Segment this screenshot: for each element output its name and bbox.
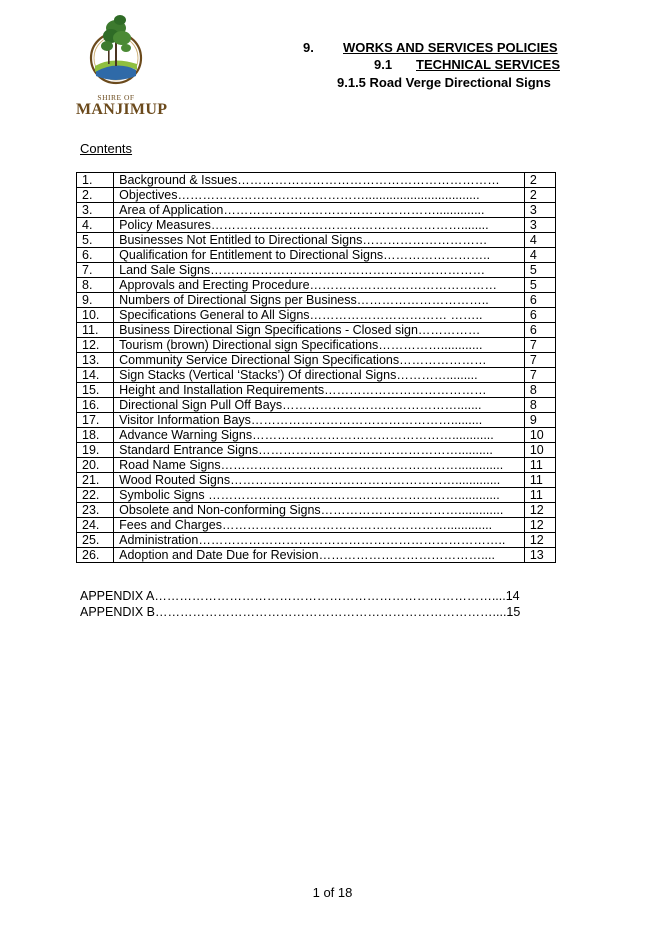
toc-number: 11.: [77, 323, 114, 338]
toc-row: [77, 353, 556, 368]
toc-number: 24.: [77, 518, 114, 533]
toc-page: 3: [524, 203, 555, 218]
toc-title: Obsolete and Non-conforming Signs…………………………….............: [114, 503, 525, 518]
toc-title: Sign Stacks (Vertical ‘Stacks’) Of directional Signs………….........: [114, 368, 525, 383]
shire-logo: [76, 14, 168, 118]
toc-page: 8: [524, 383, 555, 398]
toc-page: 6: [524, 323, 555, 338]
toc-number: 26.: [77, 548, 114, 563]
page-number: 1 of 18: [312, 885, 353, 900]
toc-row: [77, 518, 556, 533]
toc-row: [77, 308, 556, 323]
contents-heading: Contents: [80, 141, 133, 156]
toc-page: 2: [524, 188, 555, 203]
toc-number: 9.: [77, 293, 114, 308]
toc-row: [77, 278, 556, 293]
toc-row: [77, 368, 556, 383]
toc-title: Specifications General to All Signs…………………………… ……..: [114, 308, 525, 323]
toc-row: [77, 263, 556, 278]
toc-title: Community Service Directional Sign Specifications…………………: [114, 353, 525, 368]
toc-title: Advance Warning Signs…………………………………………............: [114, 428, 525, 443]
section-title: WORKS AND SERVICES POLICIES: [343, 40, 558, 55]
toc-row: [77, 428, 556, 443]
toc-title: Approvals and Erecting Procedure………………………………………: [114, 278, 525, 293]
toc-title: Symbolic Signs ……………………………………………………............: [114, 488, 525, 503]
toc-row: [77, 338, 556, 353]
toc-row: [77, 413, 556, 428]
toc-page: 7: [524, 368, 555, 383]
toc-page: 8: [524, 398, 555, 413]
toc-number: 20.: [77, 458, 114, 473]
toc-row: [77, 533, 556, 548]
shire-emblem-icon: [82, 14, 150, 92]
toc-number: 10.: [77, 308, 114, 323]
toc-title: Land Sale Signs…………………………………………………………: [114, 263, 525, 278]
toc-row: [77, 398, 556, 413]
toc-number: 22.: [77, 488, 114, 503]
toc-number: 6.: [77, 248, 114, 263]
toc-page: 10: [524, 428, 555, 443]
toc-row: [77, 383, 556, 398]
toc-title: Wood Routed Signs……………………………………………….............: [114, 473, 525, 488]
toc-title: Business Directional Sign Specifications - Closed sign……………: [114, 323, 525, 338]
toc-title: Road Name Signs………………………………………………….............: [114, 458, 525, 473]
toc-page: 11: [524, 473, 555, 488]
logo-line-2: MANJIMUP: [76, 101, 168, 118]
toc-title: Standard Entrance Signs…………………………………………..........: [114, 443, 525, 458]
toc-number: 7.: [77, 263, 114, 278]
toc-number: 12.: [77, 338, 114, 353]
toc-number: 21.: [77, 473, 114, 488]
toc-number: 19.: [77, 443, 114, 458]
toc-number: 25.: [77, 533, 114, 548]
toc-number: 17.: [77, 413, 114, 428]
toc-row: [77, 233, 556, 248]
toc-row: [77, 188, 556, 203]
toc-title: Policy Measures……………………………………………………........: [114, 218, 525, 233]
appendix-b-entry: APPENDIX B………………………………………………………………………....15: [80, 605, 521, 619]
toc-row: [77, 218, 556, 233]
toc-page: 4: [524, 233, 555, 248]
contents-table: [76, 172, 556, 563]
toc-number: 4.: [77, 218, 114, 233]
toc-number: 23.: [77, 503, 114, 518]
toc-page: 5: [524, 278, 555, 293]
toc-page: 7: [524, 338, 555, 353]
toc-page: 12: [524, 503, 555, 518]
toc-number: 2.: [77, 188, 114, 203]
policy-title: 9.1.5 Road Verge Directional Signs: [337, 75, 551, 90]
section-number: 9.: [303, 40, 314, 55]
toc-title: Background & Issues………………………………………………………: [114, 173, 525, 188]
toc-title: Numbers of Directional Signs per Business…………………………..: [114, 293, 525, 308]
toc-number: 8.: [77, 278, 114, 293]
toc-number: 3.: [77, 203, 114, 218]
toc-title: Businesses Not Entitled to Directional Signs…………………………: [114, 233, 525, 248]
toc-number: 1.: [77, 173, 114, 188]
toc-number: 15.: [77, 383, 114, 398]
toc-row: [77, 248, 556, 263]
toc-page: 6: [524, 308, 555, 323]
toc-number: 13.: [77, 353, 114, 368]
toc-number: 18.: [77, 428, 114, 443]
toc-row: [77, 323, 556, 338]
toc-row: [77, 473, 556, 488]
toc-row: [77, 443, 556, 458]
toc-row: [77, 503, 556, 518]
toc-title: Adoption and Date Due for Revision…………………………………....: [114, 548, 525, 563]
toc-title: Area of Application……………………………………………..............: [114, 203, 525, 218]
toc-title: Qualification for Entitlement to Directional Signs……………………..: [114, 248, 525, 263]
toc-title: Visitor Information Bays………………………………………….........: [114, 413, 525, 428]
toc-number: 16.: [77, 398, 114, 413]
toc-title: Administration………………………………………………………………..: [114, 533, 525, 548]
toc-page: 10: [524, 443, 555, 458]
toc-row: [77, 548, 556, 563]
toc-number: 5.: [77, 233, 114, 248]
toc-row: [77, 293, 556, 308]
toc-page: 11: [524, 458, 555, 473]
toc-number: 14.: [77, 368, 114, 383]
toc-page: 13: [524, 548, 555, 563]
logo-line-1: SHIRE OF: [97, 93, 135, 102]
toc-row: [77, 488, 556, 503]
toc-page: 6: [524, 293, 555, 308]
toc-page: 12: [524, 518, 555, 533]
toc-page: 9: [524, 413, 555, 428]
toc-row: [77, 203, 556, 218]
toc-page: 3: [524, 218, 555, 233]
toc-page: 5: [524, 263, 555, 278]
toc-row: [77, 173, 556, 188]
toc-page: 2: [524, 173, 555, 188]
toc-title: Objectives……………………………………….................................: [114, 188, 525, 203]
appendix-a-entry: APPENDIX A………………………………………………………………………....14: [80, 589, 520, 603]
toc-title: Height and Installation Requirements…………………………………: [114, 383, 525, 398]
toc-page: 7: [524, 353, 555, 368]
toc-title: Fees and Charges……………………………………………….............: [114, 518, 525, 533]
toc-row: [77, 458, 556, 473]
toc-page: 4: [524, 248, 555, 263]
toc-page: 12: [524, 533, 555, 548]
toc-title: Tourism (brown) Directional sign Specifications……………............: [114, 338, 525, 353]
subsection-number: 9.1: [374, 57, 393, 72]
subsection-title: TECHNICAL SERVICES: [416, 57, 560, 72]
toc-title: Directional Sign Pull Off Bays…………………………………….......: [114, 398, 525, 413]
toc-page: 11: [524, 488, 555, 503]
